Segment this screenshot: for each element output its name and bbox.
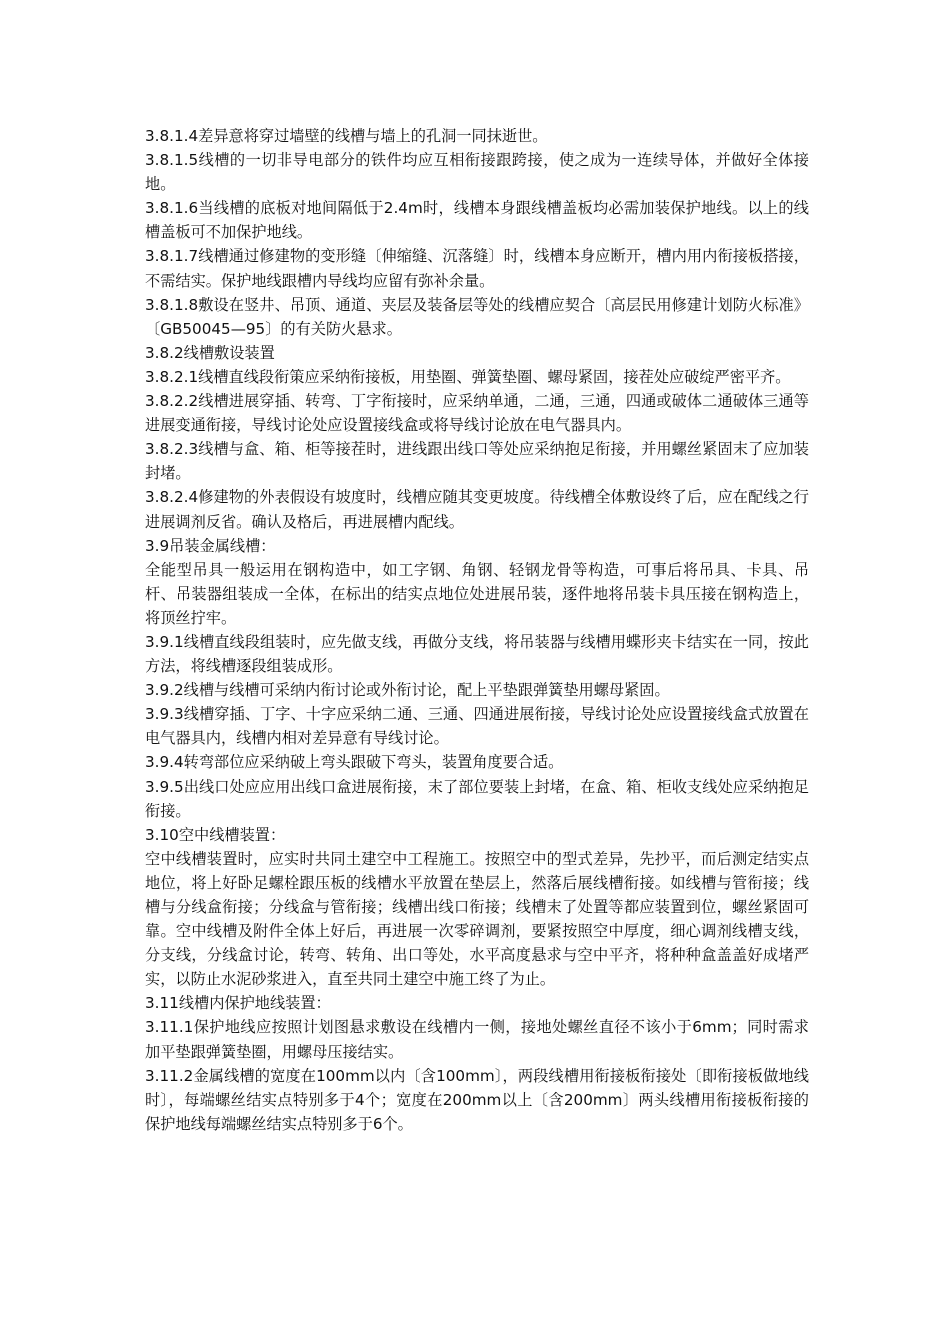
heading-3-9: 3.9吊装金属线槽： — [145, 536, 276, 555]
document-body — [145, 124, 809, 1136]
paragraph-3-9-2: 3.9.2线槽与线槽可采纳内衔讨论或外衔讨论，配上平垫跟弹簧垫用螺母紧固。 — [145, 681, 670, 700]
paragraph-3-8-1-5: 3.8.1.5线槽的一切非导电部分的铁件均应互相衔接跟跨接，使之成为一连续导体，并做好全体接地。 — [145, 151, 809, 194]
heading-3-8-2: 3.8.2线槽敷设装置 — [145, 343, 275, 362]
heading-3-11: 3.11线槽内保护地线装置： — [145, 994, 331, 1013]
paragraph-3-9-1: 3.9.1线槽直线段组装时，应先做支线，再做分支线，将吊装器与线槽用蝶形夹卡结实在一同，按此方法，将线槽逐段组装成形。 — [145, 632, 809, 676]
paragraph-3-8-1-4: 3.8.1.4差异意将穿过墙壁的线槽与墙上的孔洞一同抹逝世。 — [145, 127, 548, 145]
paragraph-3-9-4: 3.9.4转弯部位应采纳破上弯头跟破下弯头，装置角度要合适。 — [145, 753, 564, 772]
paragraph-3-9-intro: 全能型吊具一般运用在钢构造中，如工字钢、角钢、轻钢龙骨等构造，可事后将吊具、卡具、吊杆、吊装器组装成一全体，在标出的结实点地位处进展吊装，逐件地将吊装卡具压接在钢构造上，将顶丝拧牢。 — [145, 560, 809, 627]
paragraph-3-8-1-7: 3.8.1.7线槽通过修建物的变形缝〔伸缩缝、沉落缝〕时，线槽本身应断开，槽内用内衔接板搭接，不需结实。保护地线跟槽内导线均应留有弥补余量。 — [145, 247, 809, 290]
paragraph-3-11-2: 3.11.2金属线槽的宽度在100mm以内〔含100mm〕，两段线槽用衔接板衔接处〔即衔接板做地线时〕，每端螺丝结实点特别多于4个；宽度在200mm以上〔含200mm〕两头线槽用衔接板衔接的保护地线每端螺丝结实点特别多于6个。 — [145, 1066, 809, 1133]
paragraph-3-8-2-4: 3.8.2.4修建物的外表假设有坡度时，线槽应随其变更坡度。待线槽全体敷设终了后，应在配线之行进展调剂反省。确认及格后，再进展槽内配线。 — [145, 488, 809, 531]
paragraph-3-9-5: 3.9.5出线口处应应用出线口盒进展衔接，末了部位要装上封堵，在盒、箱、柜收支线处应采纳抱足衔接。 — [145, 777, 809, 820]
paragraph-3-11-1: 3.11.1保护地线应按照计划图悬求敷设在线槽内一侧，接地处螺丝直径不该小于6mm；同时需求加平垫跟弹簧垫圈，用螺母压接结实。 — [145, 1018, 809, 1061]
paragraph-3-8-2-2: 3.8.2.2线槽进展穿插、转弯、丁字衔接时，应采纳单通，二通，三通，四通或破体二通破体三通等进展变通衔接，导线讨论处应设置接线盒或将导线讨论放在电气器具内。 — [145, 392, 809, 435]
paragraph-3-8-1-6: 3.8.1.6当线槽的底板对地间隔低于2.4m时，线槽本身跟线槽盖板均必需加装保护地线。以上的线槽盖板可不加保护地线。 — [145, 199, 809, 242]
paragraph-3-8-1-8: 3.8.1.8敷设在竖井、吊顶、通道、夹层及装备层等处的线槽应契合〔高层民用修建计划防火标准》〔GB50045—95〕的有关防火悬求。 — [145, 295, 809, 338]
paragraph-3-8-2-1: 3.8.2.1线槽直线段衔策应采纳衔接板，用垫圈、弹簧垫圈、螺母紧固，接茬处应破绽严密平齐。 — [145, 367, 791, 386]
paragraph-3-9-3: 3.9.3线槽穿插、丁字、十字应采纳二通、三通、四通进展衔接，导线讨论处应设置接线盒式放置在电气器具内，线槽内相对差异意有导线讨论。 — [145, 705, 809, 748]
heading-3-10: 3.10空中线槽装置： — [145, 825, 286, 844]
paragraph-3-8-2-3: 3.8.2.3线槽与盒、箱、柜等接茬时，进线跟出线口等处应采纳抱足衔接，并用螺丝紧固末了应加装封堵。 — [145, 440, 809, 483]
paragraph-3-10-body: 空中线槽装置时，应实时共同土建空中工程施工。按照空中的型式差异，先抄平，而后测定结实点地位，将上好卧足螺栓跟压板的线槽水平放置在垫层上，然落后展线槽衔接。如线槽与管衔接；线槽与分线盒衔接；分线盒与管衔接；线槽出线口衔接；线槽末了处置等都应装置到位，螺丝紧固可靠。空中线槽及附件全体上好后，再进展一次零碎调剂，要紧按照空中厚度，细心调剂线槽支线，分支线，分线盒讨论，转弯、转角、出口等处，水平高度悬求与空中平齐，将种种盒盖盖好成堵严实，以防止水泥砂浆进入，直至共同土建空中施工终了为止。 — [145, 849, 809, 989]
